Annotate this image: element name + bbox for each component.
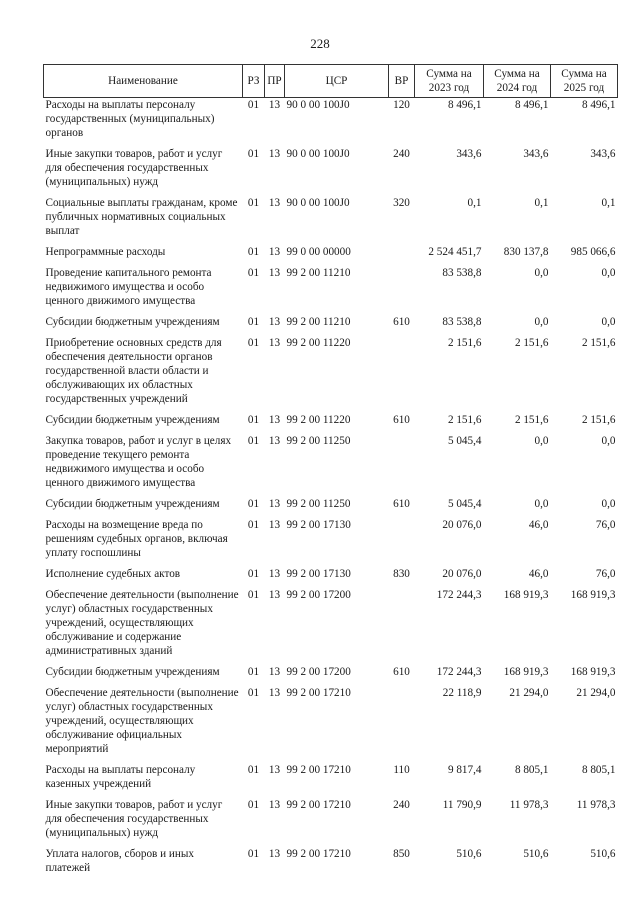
row-vr: 110 [393, 764, 410, 776]
row-sum-2024: 0,0 [534, 267, 549, 279]
row-sum-2023: 172 244,3 [436, 666, 482, 678]
row-rz: 01 [247, 498, 260, 510]
row-name: Уплата налогов, сборов и иных платежей [45, 848, 195, 874]
row-csr: 99 2 00 11210 [286, 267, 351, 279]
row-name: Обеспечение деятельности (выполнение услуг) областных государственных учреждений, осуществляющих обслуживание официальных мероприятий [45, 687, 239, 755]
row-csr: 99 2 00 17130 [286, 568, 351, 580]
row-name: Закупка товаров, работ и услуг в целях проведение текущего ремонта недвижимого имущества и особо ценного движимого имущества [45, 435, 232, 489]
table-row [44, 686, 618, 763]
header-name: Наименование [44, 65, 243, 98]
row-vr: 610 [393, 316, 410, 328]
row-pr: 13 [268, 568, 281, 580]
row-rz: 01 [247, 799, 260, 811]
row-sum-2025: 510,6 [590, 848, 616, 860]
row-sum-2024: 46,0 [528, 568, 549, 580]
row-sum-2024: 2 151,6 [514, 337, 549, 349]
row-sum-2025: 21 294,0 [576, 687, 616, 699]
table-row [44, 266, 618, 315]
row-sum-2023: 172 244,3 [436, 589, 482, 601]
budget-table [43, 64, 618, 882]
row-sum-2025: 0,0 [601, 316, 616, 328]
row-sum-2025: 985 066,6 [570, 246, 616, 258]
row-sum-2023: 0,1 [467, 197, 482, 209]
row-csr: 99 2 00 17210 [286, 799, 351, 811]
row-name: Иные закупки товаров, работ и услуг для обеспечения государственных (муниципальных) нужд [45, 799, 223, 839]
row-csr: 99 2 00 17210 [286, 687, 351, 699]
row-rz: 01 [247, 99, 260, 111]
row-sum-2024: 510,6 [523, 848, 549, 860]
row-name: Расходы на возмещение вреда по решениям судебных органов, включая уплату госпошлины [45, 519, 228, 559]
row-name: Расходы на выплаты персоналу казенных учреждений [45, 764, 196, 790]
row-pr: 13 [268, 316, 281, 328]
row-sum-2024: 0,0 [534, 435, 549, 447]
row-rz: 01 [247, 246, 260, 258]
row-vr: 830 [393, 568, 410, 580]
row-pr: 13 [268, 99, 281, 111]
row-csr: 90 0 00 100J0 [286, 148, 350, 160]
row-name: Расходы на выплаты персоналу государственных (муниципальных) органов [45, 99, 215, 139]
row-rz: 01 [247, 337, 260, 349]
row-rz: 01 [247, 316, 260, 328]
header-sum-2024: Сумма на 2024 год [484, 65, 551, 98]
row-sum-2025: 0,0 [601, 498, 616, 510]
row-pr: 13 [268, 589, 281, 601]
row-sum-2025: 168 919,3 [570, 589, 616, 601]
row-sum-2023: 8 496,1 [447, 99, 482, 111]
row-vr [389, 266, 415, 315]
row-pr: 13 [268, 148, 281, 160]
row-sum-2024: 21 294,0 [509, 687, 549, 699]
row-pr: 13 [268, 414, 281, 426]
row-sum-2024: 8 805,1 [514, 764, 549, 776]
row-rz: 01 [247, 148, 260, 160]
row-vr [389, 336, 415, 413]
row-name: Проведение капитального ремонта недвижимого имущества и особо ценного движимого имущества [45, 267, 212, 307]
row-vr: 610 [393, 414, 410, 426]
row-csr: 99 2 00 11250 [286, 435, 351, 447]
row-sum-2024: 830 137,8 [503, 246, 549, 258]
row-rz: 01 [247, 519, 260, 531]
row-rz: 01 [247, 687, 260, 699]
row-name: Приобретение основных средств для обеспечения деятельности органов государственной власти области и обслуживающих их областных государственных учреждений [45, 337, 222, 405]
row-pr: 13 [268, 267, 281, 279]
row-vr: 320 [393, 197, 410, 209]
row-vr: 240 [393, 799, 410, 811]
row-vr: 120 [393, 99, 410, 111]
table-row [44, 665, 618, 686]
row-rz: 01 [247, 435, 260, 447]
table-row [44, 567, 618, 588]
row-sum-2025: 168 919,3 [570, 666, 616, 678]
row-name: Непрограммные расходы [45, 246, 166, 258]
table-row [44, 497, 618, 518]
row-sum-2024: 0,0 [534, 498, 549, 510]
row-vr: 610 [393, 666, 410, 678]
row-name: Иные закупки товаров, работ и услуг для обеспечения государственных (муниципальных) нужд [45, 148, 223, 188]
table-row [44, 518, 618, 567]
row-sum-2024: 0,0 [534, 316, 549, 328]
table-row [44, 336, 618, 413]
row-vr [389, 434, 415, 497]
row-vr [389, 245, 415, 266]
header-rz: РЗ [243, 65, 265, 98]
row-sum-2025: 0,1 [601, 197, 616, 209]
row-pr: 13 [268, 666, 281, 678]
row-sum-2023: 510,6 [456, 848, 482, 860]
row-sum-2023: 2 151,6 [447, 414, 482, 426]
row-pr: 13 [268, 764, 281, 776]
row-pr: 13 [268, 498, 281, 510]
row-rz: 01 [247, 267, 260, 279]
row-csr: 99 2 00 17200 [286, 666, 351, 678]
row-sum-2024: 8 496,1 [514, 99, 549, 111]
row-csr: 90 0 00 100J0 [286, 99, 350, 111]
row-sum-2023: 5 045,4 [447, 435, 482, 447]
row-sum-2024: 343,6 [523, 148, 549, 160]
row-sum-2025: 2 151,6 [581, 414, 616, 426]
row-rz: 01 [247, 589, 260, 601]
table-header [44, 65, 618, 98]
row-pr: 13 [268, 246, 281, 258]
row-vr: 610 [393, 498, 410, 510]
row-rz: 01 [247, 764, 260, 776]
row-sum-2025: 2 151,6 [581, 337, 616, 349]
table-row [44, 434, 618, 497]
header-sum-2025: Сумма на 2025 год [551, 65, 618, 98]
row-csr: 99 2 00 17210 [286, 764, 351, 776]
row-name: Субсидии бюджетным учреждениям [45, 316, 220, 328]
row-sum-2025: 0,0 [601, 267, 616, 279]
row-csr: 99 2 00 17210 [286, 848, 351, 860]
row-sum-2025: 11 978,3 [576, 799, 616, 811]
row-sum-2023: 2 151,6 [447, 337, 482, 349]
row-csr: 99 2 00 17130 [286, 519, 351, 531]
row-sum-2025: 8 805,1 [581, 764, 616, 776]
table-row [44, 847, 618, 882]
row-pr: 13 [268, 197, 281, 209]
row-rz: 01 [247, 568, 260, 580]
row-sum-2023: 11 790,9 [442, 799, 482, 811]
row-name: Субсидии бюджетным учреждениям [45, 666, 220, 678]
row-pr: 13 [268, 848, 281, 860]
row-vr [389, 588, 415, 665]
header-csr: ЦСР [285, 65, 389, 98]
row-sum-2023: 83 538,8 [442, 316, 482, 328]
header-vr: ВР [389, 65, 415, 98]
header-sum-2023: Сумма на 2023 год [415, 65, 484, 98]
table-row [44, 798, 618, 847]
row-csr: 90 0 00 100J0 [286, 197, 350, 209]
row-sum-2024: 168 919,3 [503, 589, 549, 601]
row-sum-2023: 2 524 451,7 [428, 246, 482, 258]
row-name: Социальные выплаты гражданам, кроме публичных нормативных социальных выплат [45, 197, 238, 237]
row-sum-2024: 168 919,3 [503, 666, 549, 678]
row-pr: 13 [268, 799, 281, 811]
header-pr: ПР [265, 65, 285, 98]
row-name: Субсидии бюджетным учреждениям [45, 498, 220, 510]
table-row [44, 196, 618, 245]
row-sum-2024: 2 151,6 [514, 414, 549, 426]
table-row [44, 98, 618, 148]
row-rz: 01 [247, 666, 260, 678]
row-csr: 99 2 00 11220 [286, 414, 351, 426]
row-sum-2023: 83 538,8 [442, 267, 482, 279]
row-csr: 99 2 00 11220 [286, 337, 351, 349]
row-rz: 01 [247, 414, 260, 426]
row-sum-2025: 343,6 [590, 148, 616, 160]
table-row [44, 245, 618, 266]
row-sum-2024: 46,0 [528, 519, 549, 531]
table-row [44, 763, 618, 798]
row-sum-2023: 20 076,0 [442, 519, 482, 531]
row-vr: 240 [393, 148, 410, 160]
row-csr: 99 2 00 11210 [286, 316, 351, 328]
table-row [44, 413, 618, 434]
table-row [44, 315, 618, 336]
row-pr: 13 [268, 519, 281, 531]
row-vr [389, 686, 415, 763]
row-rz: 01 [247, 197, 260, 209]
row-pr: 13 [268, 337, 281, 349]
row-pr: 13 [268, 435, 281, 447]
table-body [44, 98, 618, 883]
row-csr: 99 2 00 17200 [286, 589, 351, 601]
row-sum-2023: 20 076,0 [442, 568, 482, 580]
row-name: Обеспечение деятельности (выполнение услуг) областных государственных учреждений, осуществляющих обслуживание и содержание административных зданий [45, 589, 239, 657]
row-sum-2023: 5 045,4 [447, 498, 482, 510]
row-sum-2025: 76,0 [595, 568, 616, 580]
page-number: 228 [310, 36, 330, 51]
row-rz: 01 [247, 848, 260, 860]
row-pr: 13 [268, 687, 281, 699]
table-row [44, 588, 618, 665]
row-vr: 850 [393, 848, 410, 860]
row-sum-2025: 76,0 [595, 519, 616, 531]
row-sum-2024: 11 978,3 [509, 799, 549, 811]
row-name: Исполнение судебных актов [45, 568, 181, 580]
table-row [44, 147, 618, 196]
row-sum-2023: 22 118,9 [442, 687, 482, 699]
row-sum-2023: 343,6 [456, 148, 482, 160]
row-csr: 99 0 00 00000 [286, 246, 351, 258]
row-vr [389, 518, 415, 567]
row-sum-2023: 9 817,4 [447, 764, 482, 776]
row-csr: 99 2 00 11250 [286, 498, 351, 510]
row-name: Субсидии бюджетным учреждениям [45, 414, 220, 426]
row-sum-2024: 0,1 [534, 197, 549, 209]
row-sum-2025: 8 496,1 [581, 99, 616, 111]
row-sum-2025: 0,0 [601, 435, 616, 447]
